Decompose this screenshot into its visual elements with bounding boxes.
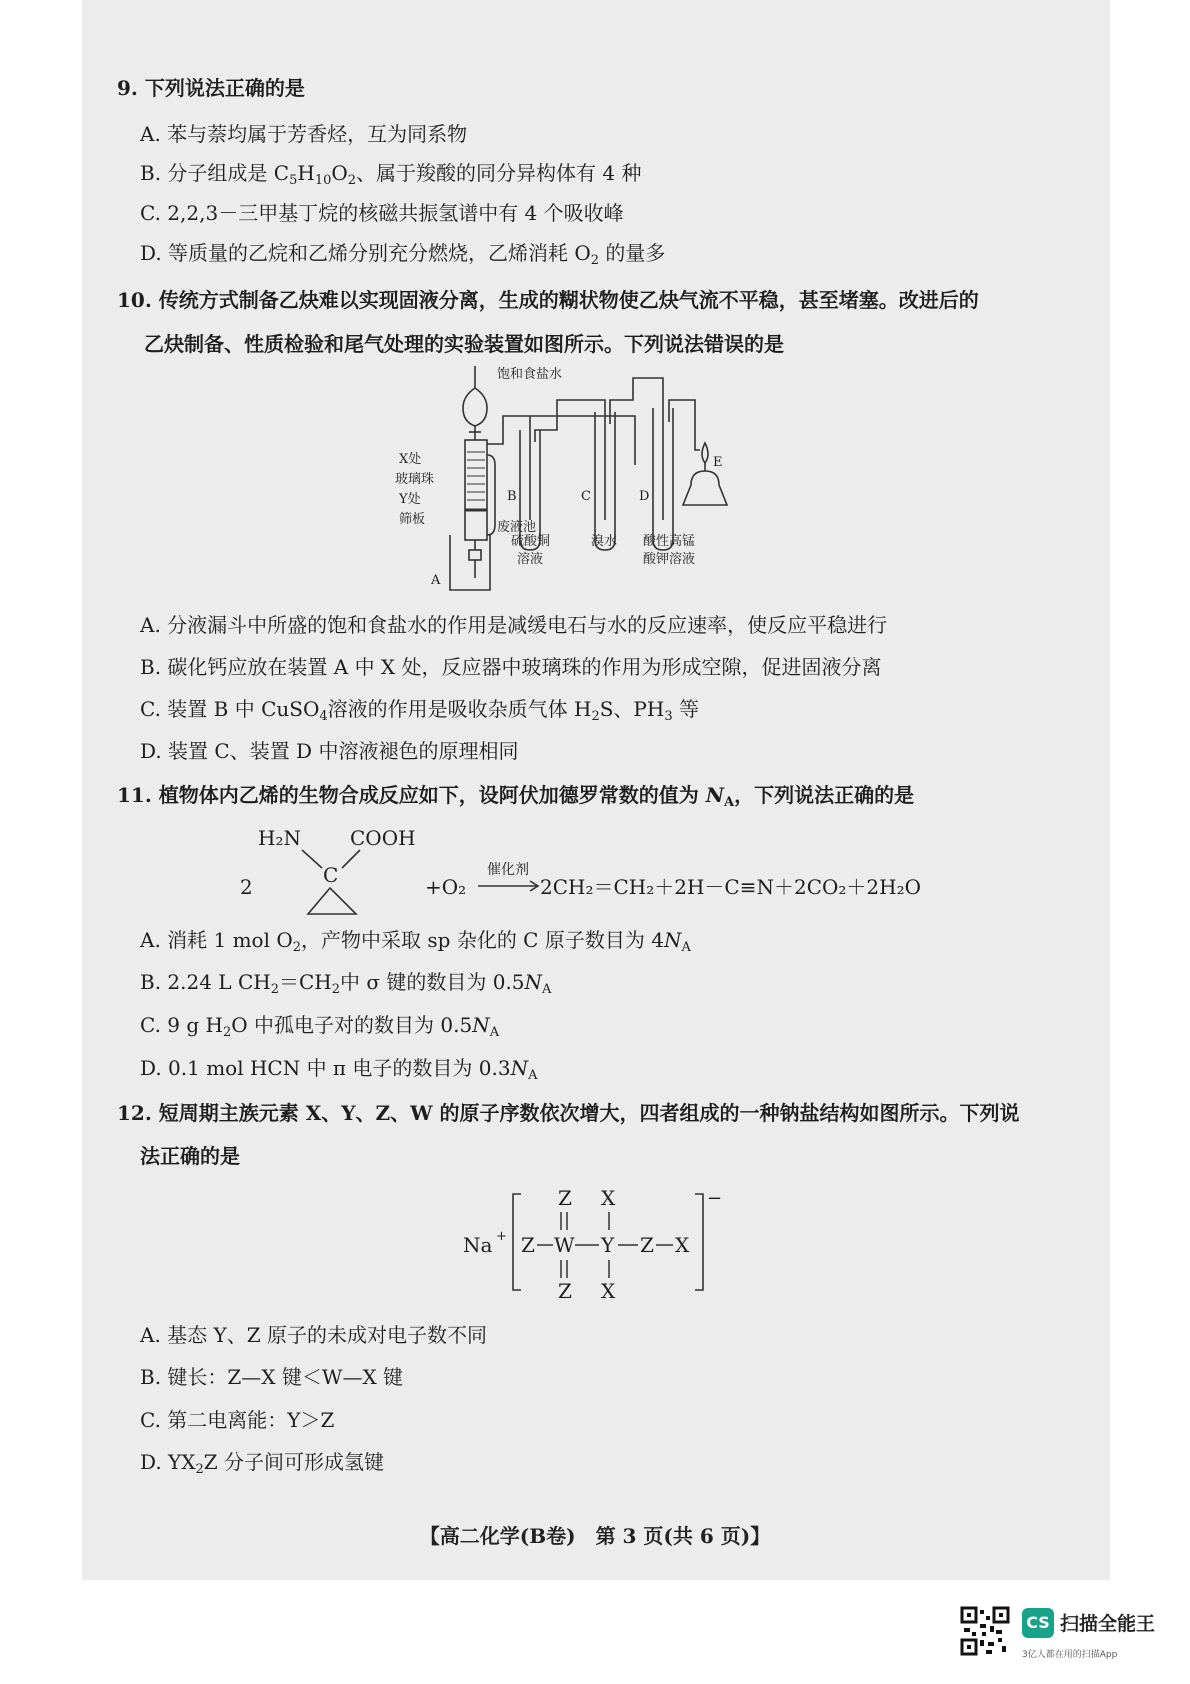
label-y: Y处 [399, 492, 421, 507]
label-a: A [431, 573, 441, 588]
q12-option-d: D. $YX_2Z$ 分子间可形成氢键 [140, 1450, 385, 1477]
alcohol-lamp-e [683, 471, 727, 505]
struct-plus: + [496, 1229, 507, 1244]
label-waste-pool: 废液池 [497, 520, 537, 535]
struct-na: Na [463, 1233, 493, 1257]
q11-option-a: A. 消耗 1 mol $O_2$，产物中采取 sp 杂化的 C 原子数目为 $4N_A$ [140, 928, 691, 955]
q12-stem-line1: 12. 短周期主族元素 X、Y、Z、W 的原子序数依次增大，四者组成的一种钠盐结构如图所示。下列说 [117, 1101, 1020, 1125]
eq-plus-o2: +O₂ [425, 875, 467, 899]
sodium-salt-structure [455, 1180, 755, 1305]
beaker-a [450, 535, 490, 590]
q10-stem-line1: 10. 传统方式制备乙炔难以实现固液分离，生成的糊状物使乙炔气流不平稳，甚至堵塞。改进后的 [117, 288, 979, 312]
acetylene-apparatus-diagram [395, 360, 785, 600]
q11-option-c: C. 9 g $H_2O$ 中孤电子对的数目为 $0.5N_A$ [140, 1013, 500, 1040]
q12-option-a: A. 基态 Y、Z 原子的未成对电子数不同 [140, 1323, 487, 1347]
label-acidic-kmno4-1: 酸性高锰 [643, 534, 696, 549]
q10-option-c: C. 装置 B 中 CuSO$_4$溶液的作用是吸收杂质气体 $H_2S$、$PH_3$ 等 [140, 697, 699, 724]
q12-option-c: C. 第二电离能：Y＞Z [140, 1408, 335, 1432]
label-b: B [507, 489, 517, 504]
eq-h2n: H₂N [258, 826, 301, 850]
q11-option-b: B. 2.24 L $CH_2=CH_2$中 σ 键的数目为 $0.5N_A$ [140, 970, 552, 997]
q11-stem: 11. 植物体内乙烯的生物合成反应如下，设阿伏加德罗常数的值为 $N_A$，下列说法正确的是 [117, 783, 915, 810]
struct-right-z: Z [640, 1233, 654, 1257]
struct-top-x: X [601, 1186, 616, 1210]
reactor-column [465, 440, 487, 540]
q12-option-b: B. 键长：Z—X 键＜W—X 键 [140, 1365, 404, 1389]
struct-top-z: Z [558, 1186, 572, 1210]
eq-products: 2CH₂＝CH₂＋2H－C≡N＋2CO₂＋2H₂O [540, 875, 921, 899]
flame [702, 443, 708, 463]
struct-bottom-x: X [601, 1279, 616, 1303]
q11-option-d: D. 0.1 mol HCN 中 π 电子的数目为 $0.3N_A$ [140, 1056, 538, 1083]
label-bromine-water: 溴水 [591, 534, 618, 549]
camscanner-slogan: 3亿人都在用的扫描App [1022, 1650, 1118, 1660]
ethylene-synthesis-equation [230, 818, 950, 918]
eq-cooh: COOH [350, 826, 416, 850]
page-footer: 【高二化学(B卷) 第 3 页(共 6 页)】 [419, 1524, 771, 1548]
q10-option-d: D. 装置 C、装置 D 中溶液褪色的原理相同 [140, 739, 519, 763]
struct-w: W [554, 1233, 575, 1257]
struct-right-x: X [675, 1233, 690, 1257]
label-glass-beads: 玻璃珠 [395, 472, 435, 487]
eq-central-carbon: C [323, 863, 339, 887]
cyclopropane-ring [308, 888, 356, 914]
eq-coefficient: 2 [240, 875, 253, 899]
q9-option-a: A. 苯与萘均属于芳香烃，互为同系物 [140, 122, 468, 146]
label-e: E [713, 455, 723, 470]
label-solution: 溶液 [517, 552, 544, 567]
q9-option-c: C. 2,2,3－三甲基丁烷的核磁共振氢谱中有 4 个吸收峰 [140, 201, 624, 225]
struct-minus: − [707, 1188, 723, 1209]
q9-option-d: D. 等质量的乙烷和乙烯分别充分燃烧，乙烯消耗 $O_2$ 的量多 [140, 241, 666, 268]
qr-code-icon [960, 1606, 1010, 1656]
label-d: D [639, 489, 650, 504]
struct-y: Y [601, 1233, 615, 1257]
eq-catalyst: 催化剂 [487, 862, 529, 878]
q9-option-b: B. 分子组成是 $C_5H_{10}O_2$、属于羧酸的同分异构体有 4 种 [140, 161, 642, 188]
q10-option-a: A. 分液漏斗中所盛的饱和食盐水的作用是减缓电石与水的反应速率，使反应平稳进行 [140, 613, 888, 637]
struct-left-z: Z [521, 1233, 535, 1257]
label-funnel: 饱和食盐水 [497, 367, 563, 382]
label-x: X处 [399, 452, 422, 467]
label-acidic-kmno4-2: 酸钾溶液 [643, 552, 696, 567]
separatory-funnel [463, 388, 487, 426]
label-sieve: 筛板 [399, 512, 426, 527]
camscanner-logo: CS [1022, 1608, 1054, 1638]
struct-bottom-z: Z [558, 1279, 572, 1303]
q12-stem-line2: 法正确的是 [140, 1144, 240, 1168]
q9-stem: 9. 下列说法正确的是 [117, 76, 305, 100]
q10-stem-line2: 乙炔制备、性质检验和尾气处理的实验装置如图所示。下列说法错误的是 [144, 332, 784, 356]
camscanner-name: 扫描全能王 [1060, 1613, 1156, 1635]
q10-option-b: B. 碳化钙应放在装置 A 中 X 处，反应器中玻璃珠的作用为形成空隙，促进固液分离 [140, 655, 882, 679]
label-c: C [581, 489, 591, 504]
label-copper-sulfate: 硫酸铜 [511, 534, 551, 549]
